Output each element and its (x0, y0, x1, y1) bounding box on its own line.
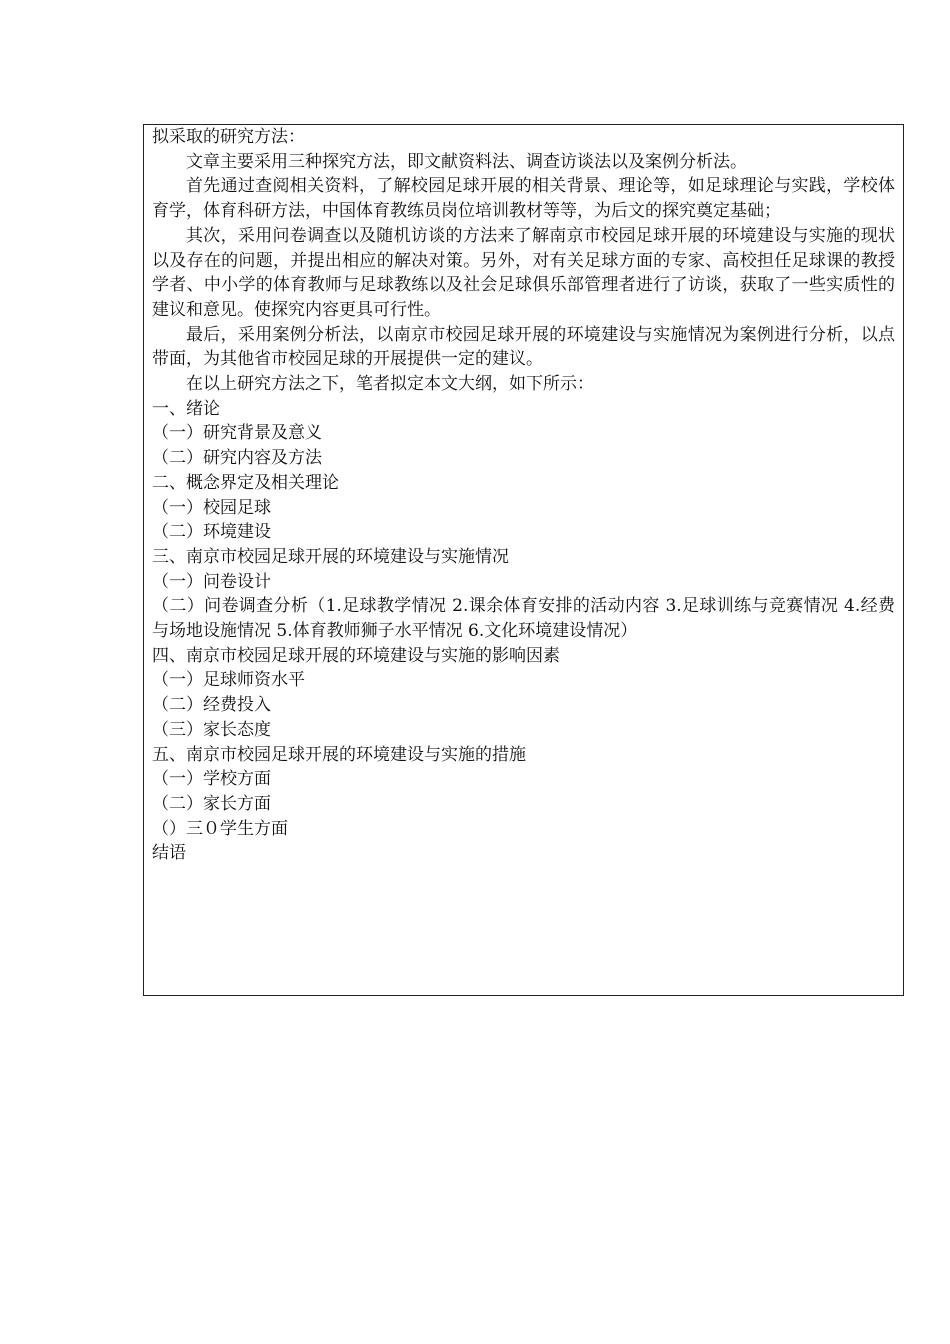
outline-chapter: 三、南京市校园足球开展的环境建设与实施情况 (152, 546, 509, 567)
outline-section: （二）研究内容及方法 (152, 448, 322, 469)
outline-chapter: 二、概念界定及相关理论 (152, 472, 339, 493)
outline-chapter: 一、绪论 (152, 398, 220, 419)
outline-section: （一）足球师资水平 (152, 670, 305, 691)
document-table-cell (143, 124, 904, 996)
outline-section: （二）环境建设 (152, 522, 271, 543)
outline-section: （二）家长方面 (152, 793, 271, 814)
section-heading: 拟采取的研究方法： (152, 127, 305, 147)
paragraph: 文章主要采用三种探究方法，即文献资料法、调查访谈法以及案例分析法。 (186, 151, 747, 172)
outline-section: （一）研究背景及意义 (152, 423, 322, 444)
outline-section: （）三０学生方面 (152, 818, 288, 839)
outline-section: （二）经费投入 (152, 695, 271, 716)
outline-section: （三）家长态度 (152, 719, 271, 740)
outline-section: （一）学校方面 (152, 769, 271, 790)
paragraph: 首先通过查阅相关资料，了解校园足球开展的相关背景、理论等，如足球理论与实践，学校体育学，体育科研方法，中国体育教练员岗位培训教材等等，为后文的探究奠定基础； (152, 176, 895, 222)
document-content (152, 125, 895, 866)
outline-conclusion: 结语 (152, 843, 186, 864)
paragraph: 最后，采用案例分析法，以南京市校园足球开展的环境建设与实施情况为案例进行分析，以点带面，为其他省市校园足球的开展提供一定的建议。 (152, 324, 895, 370)
paragraph: 在以上研究方法之下，笔者拟定本文大纲，如下所示： (186, 374, 594, 395)
outline-chapter: 五、南京市校园足球开展的环境建设与实施的措施 (152, 744, 526, 765)
outline-section: （二）问卷调查分析（1.足球教学情况 2.课余体育安排的活动内容 3.足球训练与竞赛情况 4.经费与场地设施情况 5.体育教师狮子水平情况 6.文化环境建设情况） (152, 596, 895, 642)
paragraph: 其次，采用问卷调查以及随机访谈的方法来了解南京市校园足球开展的环境建设与实施的现状以及存在的问题，并提出相应的解决对策。另外，对有关足球方面的专家、高校担任足球课的教授学者、中小学的体育教师与足球教练以及社会足球俱乐部管理者进行了访谈，获取了一些实质性的建议和意见。使探究内容更具可行性。 (152, 225, 895, 320)
outline-chapter: 四、南京市校园足球开展的环境建设与实施的影响因素 (152, 645, 560, 666)
outline-section: （一）问卷设计 (152, 571, 271, 592)
outline-section: （一）校园足球 (152, 497, 271, 518)
